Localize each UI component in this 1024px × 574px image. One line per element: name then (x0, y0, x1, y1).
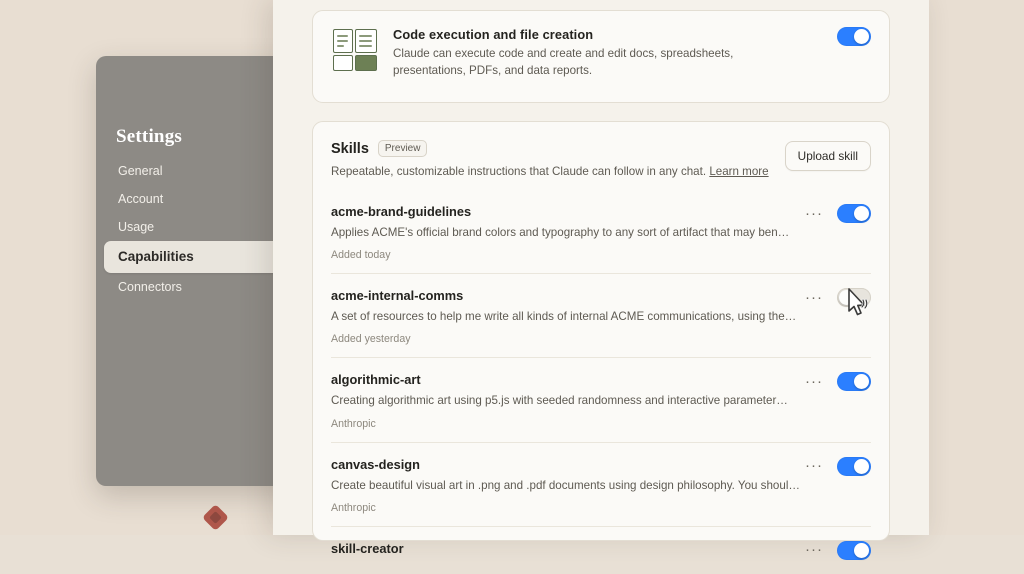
skill-name: acme-brand-guidelines (331, 204, 472, 219)
app-logo-icon (202, 504, 229, 531)
list-item[interactable] (331, 273, 871, 357)
skills-header (313, 122, 889, 178)
code-execution-card (312, 10, 890, 103)
skills-title: Skills (331, 140, 369, 157)
list-item[interactable] (331, 190, 871, 273)
skill-controls (805, 541, 871, 560)
skill-description: Create beautiful visual art in .png and .pdf documents using design philosophy. You shoul… (331, 478, 800, 492)
skill-name: skill-creator (331, 540, 404, 556)
skill-toggle[interactable] (837, 457, 871, 476)
skill-toggle[interactable] (837, 288, 871, 307)
toggle-knob (854, 206, 869, 221)
skill-name: acme-internal-comms (331, 288, 464, 304)
skill-name: algorithmic-art (331, 372, 421, 388)
skill-controls (805, 204, 871, 223)
toggle-knob (854, 29, 869, 44)
learn-more-link[interactable]: Learn more (709, 165, 769, 178)
list-item[interactable] (331, 442, 871, 526)
sidebar-item-connectors[interactable]: Connectors (118, 280, 182, 294)
documents-icon (331, 29, 379, 71)
list-item[interactable] (331, 526, 871, 574)
skill-toggle[interactable] (837, 541, 871, 560)
toggle-knob (839, 290, 854, 305)
toggle-knob (854, 374, 869, 389)
sidebar-item-usage[interactable]: Usage (118, 220, 155, 234)
capabilities-panel (273, 0, 929, 559)
more-options-icon[interactable]: ··· (805, 541, 823, 559)
skill-description: Creating algorithmic art using p5.js with seeded randomness and interactive parameter… (331, 394, 788, 408)
sidebar-item-account[interactable]: Account (118, 192, 164, 206)
sidebar-item-general[interactable]: General (118, 164, 163, 178)
skill-meta: Added today (331, 249, 391, 262)
code-execution-description: Claude can execute code and create and edit docs, spreadsheets, presentations, PDFs, and data reports. (393, 47, 734, 77)
skill-meta: Added yesterday (331, 333, 411, 346)
toggle-knob (854, 543, 869, 558)
list-item[interactable] (331, 357, 871, 441)
skill-toggle[interactable] (837, 372, 871, 391)
skills-subtitle-text: Repeatable, customizable instructions that Claude can follow in any chat. (331, 165, 707, 178)
skill-controls (805, 288, 871, 307)
toggle-knob (854, 459, 869, 474)
skill-description: A set of resources to help me write all kinds of internal ACME communications, using the… (331, 310, 797, 324)
more-options-icon[interactable]: ··· (805, 457, 823, 475)
more-options-icon[interactable]: ··· (805, 372, 823, 390)
skill-controls (805, 372, 871, 391)
skills-card (312, 121, 890, 559)
sidebar-item-capabilities[interactable]: Capabilities (104, 241, 338, 273)
sidebar-title: Settings (116, 126, 182, 147)
skill-meta: Anthropic (331, 501, 376, 514)
more-options-icon[interactable]: ··· (805, 288, 823, 306)
skill-meta: Anthropic (331, 417, 376, 430)
skill-controls (805, 457, 871, 476)
skill-description: Applies ACME's official brand colors and typography to any sort of artifact that may ben… (331, 226, 790, 239)
code-execution-title: Code execution and file creation (393, 27, 594, 42)
more-options-icon[interactable]: ··· (805, 204, 823, 222)
code-execution-toggle[interactable] (837, 27, 871, 46)
preview-badge: Preview (378, 140, 428, 157)
upload-skill-button[interactable]: Upload skill (785, 141, 871, 171)
skill-toggle[interactable] (837, 204, 871, 223)
skill-name: canvas-design (331, 456, 420, 472)
skills-list (313, 190, 889, 574)
